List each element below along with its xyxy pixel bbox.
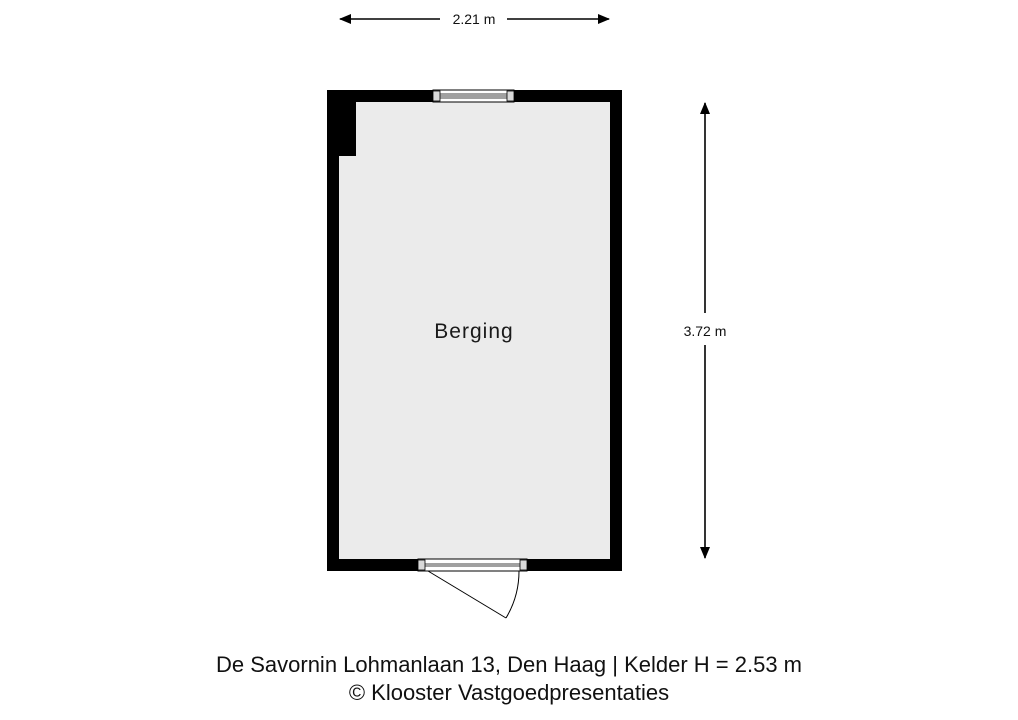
wall-pillar [339,102,356,156]
width-dimension [340,11,609,27]
wall-top-right [514,90,622,102]
door-leaf [428,571,506,618]
height-dimension [684,103,727,558]
wall-top-left [327,90,433,102]
door-swing-arc [506,571,519,618]
caption-address: De Savornin Lohmanlaan 13, Den Haag | Kelder H = 2.53 m [215,652,802,677]
caption-copyright: © Klooster Vastgoedpresentaties [348,680,670,705]
height-dimension-label: 3.72 m [683,323,727,339]
wall-bottom-left [327,559,418,571]
wall-right [610,90,622,571]
room-label: Berging [434,320,514,343]
wall-left [327,90,339,571]
window [433,90,514,102]
width-dimension-label: 2.21 m [452,11,496,27]
wall-bottom-right [527,559,622,571]
door [418,559,527,618]
